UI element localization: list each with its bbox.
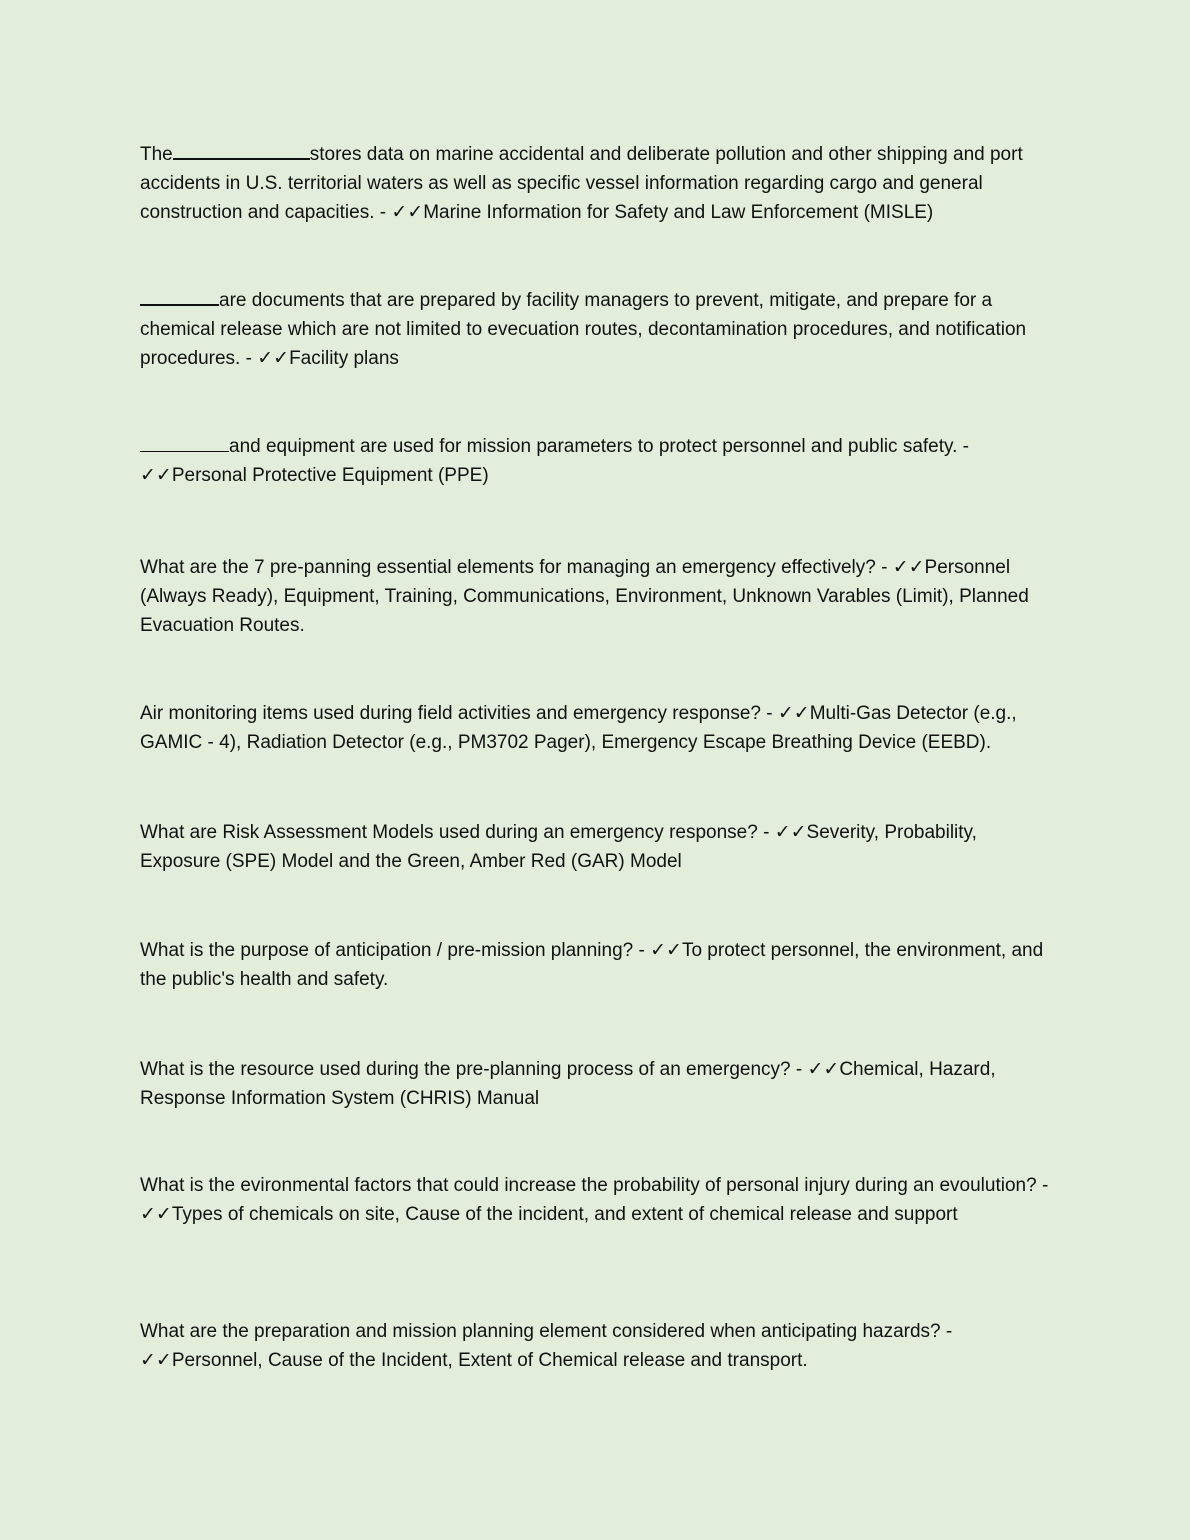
question-text: What is the purpose of anticipation / pre-mission planning? - — [140, 940, 645, 961]
question-text: What is the evironmental factors that could increase the probability of personal injury during an evoulution? - — [140, 1175, 1049, 1196]
double-check-icon: ✓✓ — [140, 1349, 172, 1371]
answer-text: Personal Protective Equipment (PPE) — [171, 465, 489, 486]
answer-text: Multi-Gas Detector (e.g., GAMIC - 4), Radiation Detector (e.g., PM3702 Pager), Emergency Escape Breathing Device (EEBD). — [140, 703, 1017, 753]
question-text: What is the resource used during the pre-planning process of an emergency? - — [140, 1059, 803, 1080]
qa-item-resource — [140, 1055, 1055, 1113]
question-text: What are the preparation and mission planning element considered when anticipating hazards? - — [140, 1321, 953, 1342]
question-text: What are Risk Assessment Models used during an emergency response? - — [140, 822, 770, 843]
answer-text: Personnel (Always Ready), Equipment, Training, Communications, Environment, Unknown Varables (Limit), Planned Evacuation Routes. — [140, 557, 1029, 636]
answer-text: Types of chemicals on site, Cause of the incident, and extent of chemical release and support — [171, 1204, 958, 1225]
question-text: Air monitoring items used during field activities and emergency response? - — [140, 703, 773, 724]
answer-text: Marine Information for Safety and Law Enforcement (MISLE) — [423, 202, 934, 223]
double-check-icon: ✓✓ — [892, 556, 925, 578]
double-check-icon: ✓✓ — [650, 939, 682, 961]
qa-item-misle — [140, 140, 1055, 227]
qa-item-facility-plans — [140, 286, 1055, 373]
fill-in-blank — [140, 434, 229, 452]
answer-text: Personnel, Cause of the Incident, Extent of Chemical release and transport. — [171, 1350, 808, 1371]
qa-item-purpose — [140, 936, 1055, 994]
fill-in-blank — [140, 287, 219, 306]
question-text: are documents that are prepared by facility managers to prevent, mitigate, and prepare for a chemical release which are not limited to evecuation routes, decontamination procedures, and notification procedures. - — [140, 290, 1027, 369]
question-text: and equipment are used for mission parameters to protect personnel and public safety. - — [229, 436, 969, 457]
answer-text: Chemical, Hazard, Response Information System (CHRIS) Manual — [140, 1059, 996, 1109]
double-check-icon: ✓✓ — [774, 821, 807, 843]
answer-text: Facility plans — [289, 348, 399, 369]
qa-item-mission-planning — [140, 1317, 1055, 1375]
double-check-icon: ✓✓ — [140, 1203, 172, 1225]
double-check-icon: ✓✓ — [777, 702, 810, 724]
question-prefix: The — [140, 144, 173, 165]
double-check-icon: ✓✓ — [140, 464, 172, 486]
question-text: What are the 7 pre-panning essential elements for managing an emergency effectively? - — [140, 557, 888, 578]
qa-item-ppe — [140, 432, 1055, 490]
double-check-icon: ✓✓ — [391, 201, 424, 223]
qa-item-risk-models — [140, 818, 1055, 876]
double-check-icon: ✓✓ — [257, 347, 290, 369]
question-text: stores data on marine accidental and deliberate pollution and other shipping and port accidents in U.S. territorial waters as well as specific vessel information regarding cargo and general construction and capacities. - — [140, 144, 1023, 223]
answer-text: To protect personnel, the environment, and the public's health and safety. — [140, 940, 1044, 990]
double-check-icon: ✓✓ — [807, 1058, 840, 1080]
qa-item-pre-planning-elements — [140, 553, 1055, 640]
qa-item-air-monitoring — [140, 699, 1055, 757]
answer-text: Severity, Probability, Exposure (SPE) Model and the Green, Amber Red (GAR) Model — [140, 822, 977, 872]
qa-item-environmental-factors — [140, 1171, 1055, 1229]
fill-in-blank — [173, 141, 310, 160]
